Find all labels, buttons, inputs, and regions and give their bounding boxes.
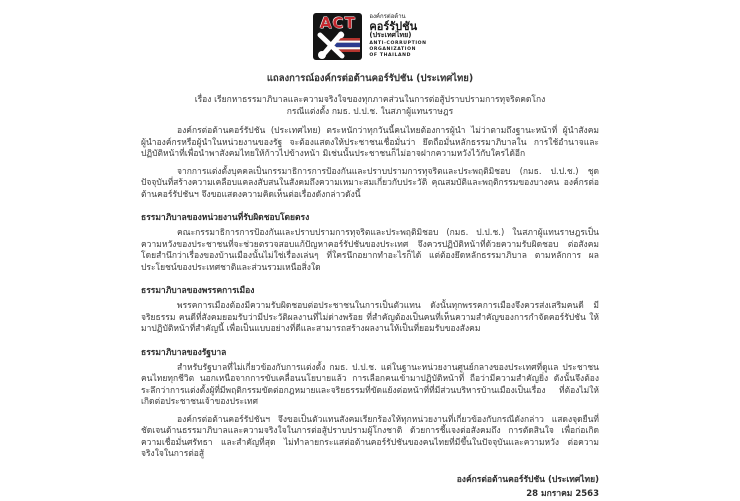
logo-thai-line1: องค์กรต่อต้าน [369, 13, 406, 21]
logo-eng-line2: ORGANIZATION [369, 47, 417, 53]
logo-english-name [369, 41, 426, 58]
act-logo-wordmark [369, 14, 426, 58]
act-fist-flag-icon [315, 31, 360, 59]
section-heading-parties: ธรรมาภิบาลของพรรคการเมือง [141, 286, 255, 296]
section-body-agencies: คณะกรรมาธิการการป้องกันและปราบปรามการทุจริตและประพฤติมิชอบ (กมธ. ป.ป.ช.) ในสภาผู้แทนราษฎรเป็น ความหวังของประชาชนที่จะช่วยตรวจสอบแก้ปัญหาคอร์รัปชันของประเทศ จึงควรปฏิบัติหน้าที่ด้วยความรับผิดชอบ ต่อสังคม โดยสำนึกว่าเรื่องของบ้านเมืองนั้นไม่ใช่เรื่องเล่นๆ ที่ใครนึกอยากทำอะไรก็ได้ แต่ต้องยึดหลักธรรมาภิบาล ตามหลักการ ผลประโยชน์ของประเทศชาติและส่วนรวมเหนือสิ่งใด [141, 228, 599, 273]
logo-thai-line2: คอร์รัปชัน [369, 19, 418, 33]
section-body-government: สำหรับรัฐบาลที่ไม่เกี่ยวข้องกับการแต่งตั้ง กมธ. ป.ป.ช. แต่ในฐานะหน่วยงานศูนย์กลางของประเทศที่ดูแล ประชาชนคนไทยทุกชีวิต นอกเหนือจากการขับเคลื่อนนโยบายแล้ว การเลือกคนเข้ามาปฏิบัติหน้าที่ ถือว่ามีความสำคัญยิ่ง ดังนั้นจึงต้องระลึกว่าการแต่งตั้งผู้ที่มีพฤติกรรมขัดต่อกฎหมายและจริยธรรมที่ขัดแย้งต่อหน้าที่ที่มีส่วนบริหารบ้านเมืองเป็นเรื่อง ที่ต้องไม่ให้เกิดต่อประชาชนเจ้าของประเทศ [141, 362, 599, 407]
act-logo-mark [313, 13, 362, 60]
logo-eng-line1: ANTI-CORRUPTION [369, 41, 427, 47]
closing-paragraph: องค์กรต่อต้านคอร์รัปชันฯ จึงขอเป็นตัวแทนสังคมเรียกร้องให้ทุกหน่วยงานที่เกี่ยวข้องกับกรณีดังกล่าว แสดงจุดยืนที่ชัดเจนด้านธรรมาภิบาลและความจริงใจในการต่อสู้ปราบปรามผู้โกงชาติ ด้วยการชี้แจงต่อสังคมถึง การตัดสินใจ เพื่อก่อเกิดความเชื่อมั่นศรัทธา และสำคัญที่สุด ไม่ทำลายกระแสต่อต้านคอร์รัปชันของคนไทยที่มีขึ้นในปัจจุบันและความหวัง ต่อความจริงใจในการต่อสู้ [141, 414, 599, 459]
logo-eng-line3: OF THAILAND [369, 52, 412, 58]
subject-line1: เรื่อง เรียกหาธรรมาภิบาลและความจริงใจของทุกภาคส่วนในการต่อสู้ปราบปรามการทุจริตคดโกง [194, 95, 546, 105]
intro-paragraph-1: องค์กรต่อต้านคอร์รัปชัน (ประเทศไทย) ตระหนักว่าทุกวันนี้คนไทยต้องการผู้นำ ไม่ว่าตามถึงฐานะหน้าที่ ผู้นำสังคม ผู้นำองค์กรหรือผู้นำในหน่วยงานของรัฐ จะต้องแสดงให้ประชาชนเชื่อมั่นว่า ยึดถือมั่นหลักธรรมาภิบาลใน การใช้อำนาจและปฏิบัติหน้าที่เพื่อนำพาสังคมไทยให้ก้าวไปข้างหน้า มิเช่นนั้นประชาชนก็ไม่อาจฝากความหวังไว้กับใครได้อีก [141, 126, 599, 159]
signature-organization: องค์กรต่อต้านคอร์รัปชัน (ประเทศไทย) [456, 474, 599, 485]
act-logo [141, 13, 599, 60]
section-body-parties: พรรคการเมืองต้องมีความรับผิดชอบต่อประชาชนในการเป็นตัวแทน ดังนั้นทุกพรรคการเมืองจึงควรส่งเสริมคนดี มีจริยธรรม คนดีที่สังคมยอมรับว่ามีประวัติผลงานที่ไม่ด่างพร้อย ที่สำคัญต้องเป็นคนที่เห็นความสำคัญของการกำจัดคอร์รัปชัน ให้มาปฏิบัติหน้าที่สำคัญนี้ เพื่อเป็นแบบอย่างที่ดีและสามารถสร้างผลงานให้เป็นที่ยอมรับของสังคม [141, 301, 599, 334]
statement-subject [141, 95, 599, 118]
statement-title: แถลงการณ์องค์กรต่อต้านคอร์รัปชัน (ประเทศไทย) [266, 73, 474, 84]
intro-paragraph-2: จากการแต่งตั้งบุคคลเป็นกรรมาธิการการป้องกันและปราบปรามการทุจริตและประพฤติมิชอบ (กมธ. ป.ป.ช.) ชุดปัจจุบันที่สร้างความเคลือบแคลงสับสนในสังคมถึงความเหมาะสมเกี่ยวกับประวัติ คุณสมบัติและพฤติกรรมของบางคน องค์กรต่อต้านคอร์รัปชันฯ จึงขอแสดงความคิดเห็นต่อเรื่องดังกล่าวดังนี้ [141, 166, 599, 200]
act-logo-letters: ACT [319, 14, 356, 32]
signature-block [141, 473, 599, 501]
subject-line2: กรณีแต่งตั้ง กมธ. ป.ป.ช. ในสภาผู้แทนราษฎร [286, 106, 454, 117]
section-heading-government: ธรรมาภิบาลของรัฐบาล [141, 347, 227, 358]
logo-thai-line3: (ประเทศไทย) [369, 31, 412, 40]
signature-date: 28 มกราคม 2563 [526, 488, 599, 499]
section-heading-agencies: ธรรมาภิบาลของหน่วยงานที่รับผิดชอบโดยตรง [141, 213, 310, 223]
statement-content [141, 13, 599, 501]
